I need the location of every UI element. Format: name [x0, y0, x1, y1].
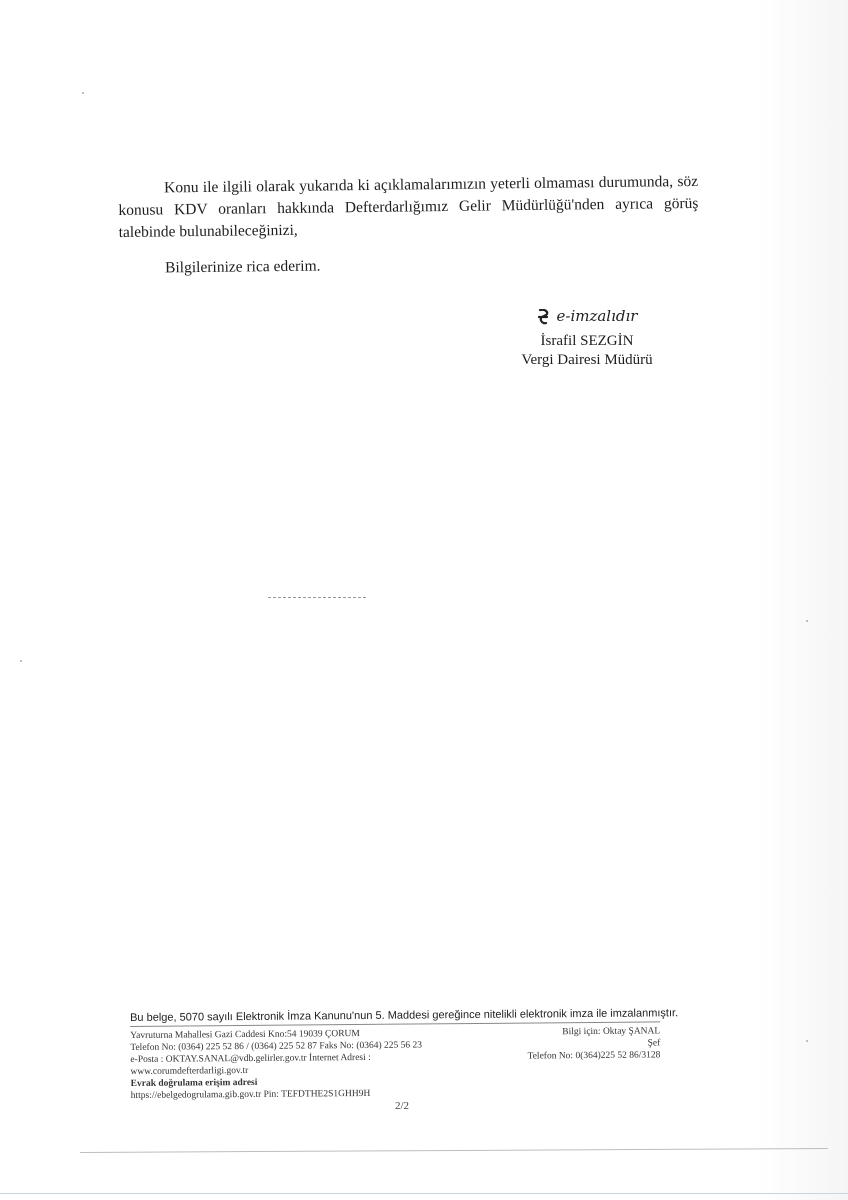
scan-speck: [82, 92, 84, 94]
scan-edge-line: [0, 1193, 848, 1194]
info-for: Bilgi için: Oktay ŞANAL: [562, 1026, 661, 1038]
footer-phone-fax: Telefon No: (0364) 225 52 86 / (0364) 225 52 87 Faks No: (0364) 225 56 23: [130, 1040, 423, 1053]
letter-body: [118, 171, 699, 280]
closing-paragraph: Konu ile ilgili olarak yukarıda ki açıklamalarımızın yeterli olmaması durumunda, söz konusu KDV oranları hakkında Defterdarlığımız Gelir Müdürlüğü'nden ayrıca görüş talebinde bulunabileceğinizi,: [118, 172, 699, 241]
signer-name: İsrafil SEZGİN: [540, 333, 634, 349]
scan-speck: [806, 1040, 808, 1042]
e-signature-mark: [512, 307, 662, 326]
footer-website: www.corumdefterdarligi.gov.tr: [130, 1065, 249, 1077]
footer-contact-person: [480, 1025, 660, 1063]
regards-line: Bilgilerinize rica ederim.: [164, 257, 321, 277]
e-signature-label: e-imzalıdır: [556, 307, 638, 325]
e-signature-icon: [537, 309, 551, 325]
scan-speck: [806, 620, 808, 622]
scan-shading: [758, 0, 848, 1200]
verify-url: https://ebelgedogrulama.gib.gov.tr Pin: TEFDTHE2S1GHH9H: [130, 1088, 371, 1101]
document-footer: [130, 1007, 679, 1102]
footer-rule: [80, 1148, 828, 1153]
info-phone: Telefon No: 0(364)225 52 86/3128: [527, 1050, 661, 1062]
scan-speck: [20, 660, 22, 662]
scan-artifact-line: [268, 597, 366, 598]
e-signature-notice: Bu belge, 5070 sayılı Elektronik İmza Kanunu'nun 5. Maddesi gereğince nitelikli elektronik imza ile imzalanmıştır.: [130, 1007, 660, 1027]
signature-block: [512, 307, 662, 370]
footer-address: Yavruturna Mahallesi Gazi Caddesi Kno:54 19039 ÇORUM: [130, 1028, 360, 1041]
footer-contact: [130, 1027, 471, 1102]
signer-title: Vergi Dairesi Müdürü: [521, 352, 653, 368]
page-number: 2/2: [395, 1100, 410, 1112]
footer-email: e-Posta : OKTAY.SANAL@vdb.gelirler.gov.tr İnternet Adresi :: [130, 1052, 371, 1065]
verify-heading: Evrak doğrulama erişim adresi: [130, 1077, 258, 1089]
info-role: Şef: [647, 1038, 661, 1049]
